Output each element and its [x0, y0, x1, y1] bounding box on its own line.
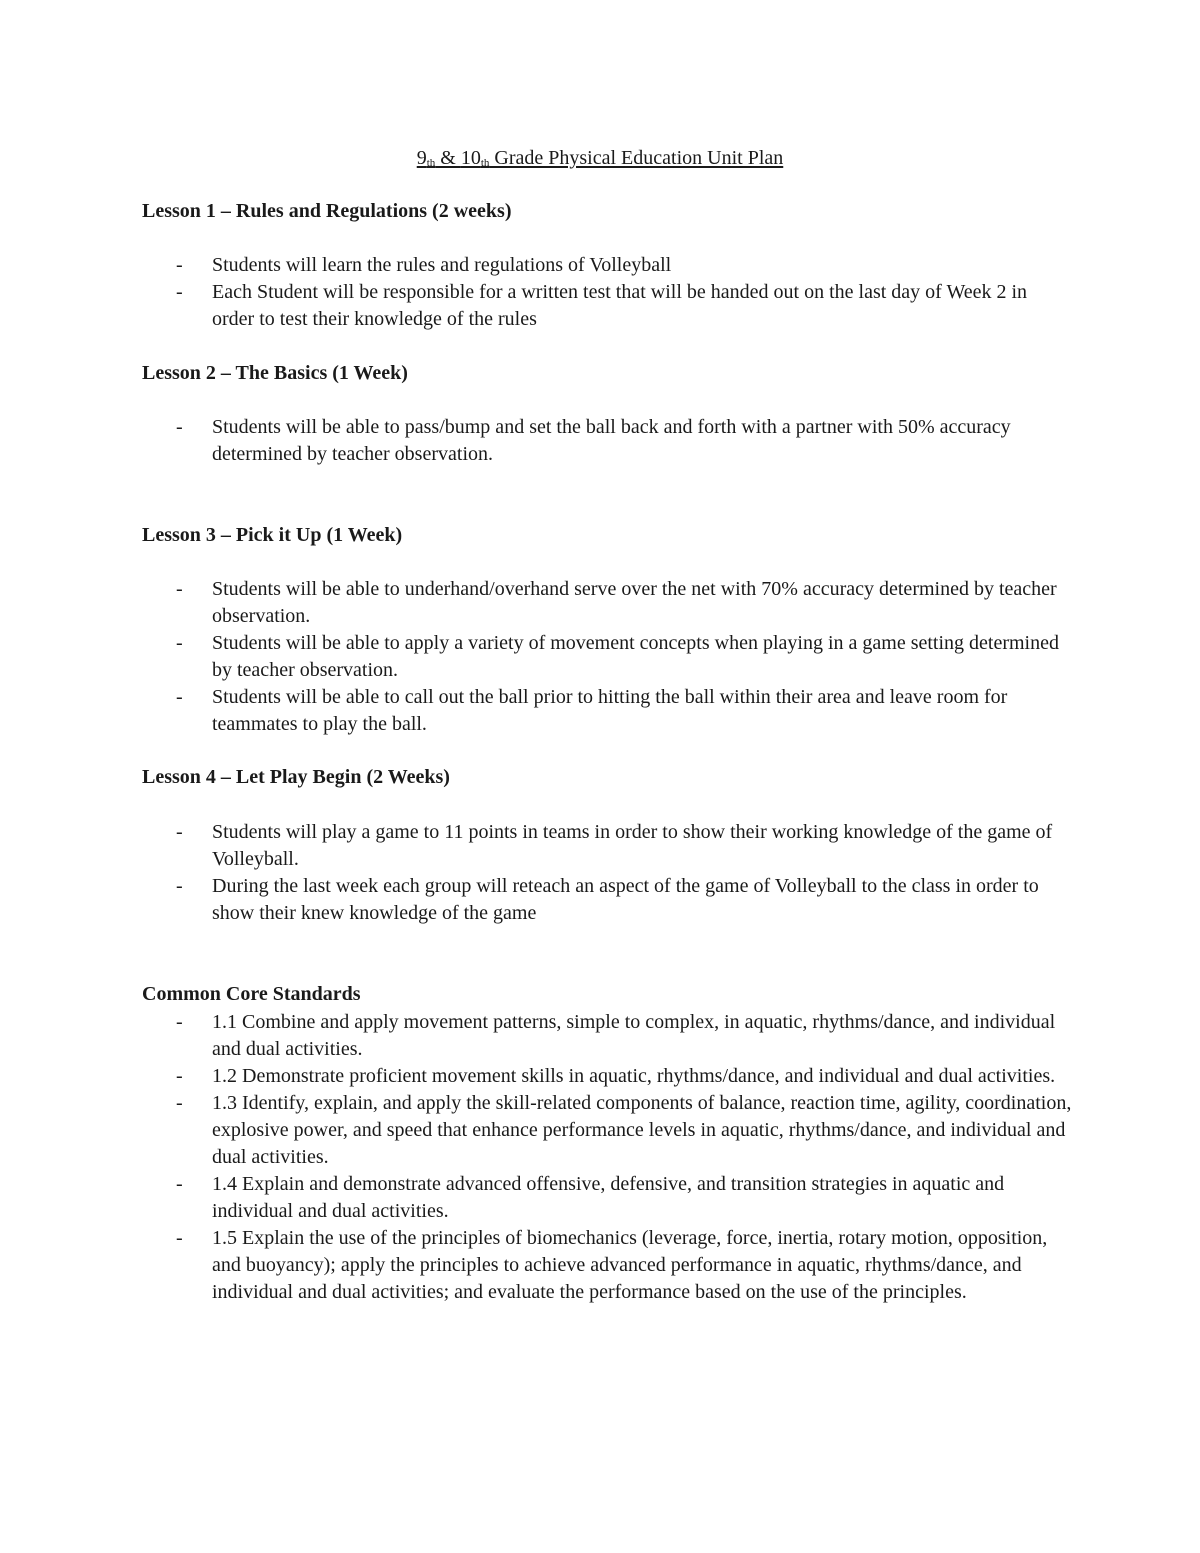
bullet-dash: -: [176, 281, 183, 303]
bullet-text: During the last week each group will reteach an aspect of the game of Volleyball to the class in order to show their knew knowledge of the game: [212, 875, 1039, 924]
lesson-4-heading: Lesson 4 – Let Play Begin (2 Weeks): [142, 766, 450, 788]
grade-nine: 9: [416, 147, 427, 169]
list-item: [172, 252, 1072, 279]
bullet-text: 1.2 Demonstrate proficient movement skills in aquatic, rhythms/dance, and individual and dual activities.: [212, 1065, 1056, 1087]
bullet-text: Students will learn the rules and regulations of Volleyball: [212, 254, 672, 276]
bullet-dash: -: [176, 1092, 183, 1114]
bullet-text: 1.4 Explain and demonstrate advanced offensive, defensive, and transition strategies in aquatic and individual and dual activities.: [212, 1173, 1005, 1222]
lesson-1-bullets: [172, 252, 1072, 333]
bullet-text: 1.3 Identify, explain, and apply the skill-related components of balance, reaction time, agility, coordination, explosive power, and speed that enhance performance levels in aquatic, rhythms/dance, and individual and dual activities.: [212, 1092, 1072, 1168]
lesson-2-heading: Lesson 2 – The Basics (1 Week): [142, 362, 408, 384]
list-item: [172, 1063, 1072, 1090]
bullet-dash: -: [176, 1227, 183, 1249]
bullet-dash: -: [176, 1011, 183, 1033]
grade-ten-suffix: th: [480, 157, 490, 169]
bullet-dash: -: [176, 632, 183, 654]
bullet-text: Students will be able to call out the ball prior to hitting the ball within their area and leave room for teammates to play the ball.: [212, 686, 1008, 735]
bullet-dash: -: [176, 1065, 183, 1087]
bullet-dash: -: [176, 686, 183, 708]
bullet-dash: -: [176, 1173, 183, 1195]
list-item: [172, 414, 1072, 468]
list-item: [172, 873, 1072, 927]
bullet-dash: -: [176, 254, 183, 276]
list-item: [172, 1009, 1072, 1063]
grade-nine-suffix: th: [426, 157, 436, 169]
list-item: [172, 819, 1072, 873]
page-title: [0, 146, 1200, 170]
standards-bullets: [172, 1009, 1072, 1306]
list-item: [172, 1171, 1072, 1225]
grade-ten: 10: [460, 147, 481, 169]
lesson-1-heading: Lesson 1 – Rules and Regulations (2 weeks): [142, 200, 512, 222]
lesson-3-heading: Lesson 3 – Pick it Up (1 Week): [142, 524, 403, 546]
bullet-text: Students will play a game to 11 points in teams in order to show their working knowledge of the game of Volleyball.: [212, 821, 1053, 870]
list-item: [172, 684, 1072, 738]
bullet-dash: -: [176, 875, 183, 897]
bullet-text: Each Student will be responsible for a written test that will be handed out on the last day of Week 2 in order to test their knowledge of the rules: [212, 281, 1028, 330]
bullet-text: 1.1 Combine and apply movement patterns, simple to complex, in aquatic, rhythms/dance, and individual and dual activities.: [212, 1011, 1056, 1060]
bullet-text: Students will be able to apply a variety of movement concepts when playing in a game setting determined by teacher observation.: [212, 632, 1059, 681]
lesson-3-bullets: [172, 576, 1072, 738]
title-ampersand: &: [435, 147, 461, 169]
list-item: [172, 1090, 1072, 1171]
bullet-dash: -: [176, 416, 183, 438]
bullet-dash: -: [176, 578, 183, 600]
list-item: [172, 630, 1072, 684]
list-item: [172, 1225, 1072, 1306]
title-rest: Grade Physical Education Unit Plan: [489, 147, 784, 169]
bullet-text: Students will be able to underhand/overhand serve over the net with 70% accuracy determined by teacher observation.: [212, 578, 1057, 627]
lesson-4-bullets: [172, 819, 1072, 927]
lesson-2-bullets: [172, 414, 1072, 468]
bullet-dash: -: [176, 821, 183, 843]
list-item: [172, 576, 1072, 630]
standards-heading: Common Core Standards: [142, 983, 361, 1005]
bullet-text: 1.5 Explain the use of the principles of biomechanics (leverage, force, inertia, rotary motion, opposition, and buoyancy); apply the principles to achieve advanced performance in aquatic, rhythms/dance, and individual and dual activities; and evaluate the performance based on the use of the principles.: [212, 1227, 1048, 1303]
list-item: [172, 279, 1072, 333]
bullet-text: Students will be able to pass/bump and set the ball back and forth with a partner with 50% accuracy determined by teacher observation.: [212, 416, 1011, 465]
